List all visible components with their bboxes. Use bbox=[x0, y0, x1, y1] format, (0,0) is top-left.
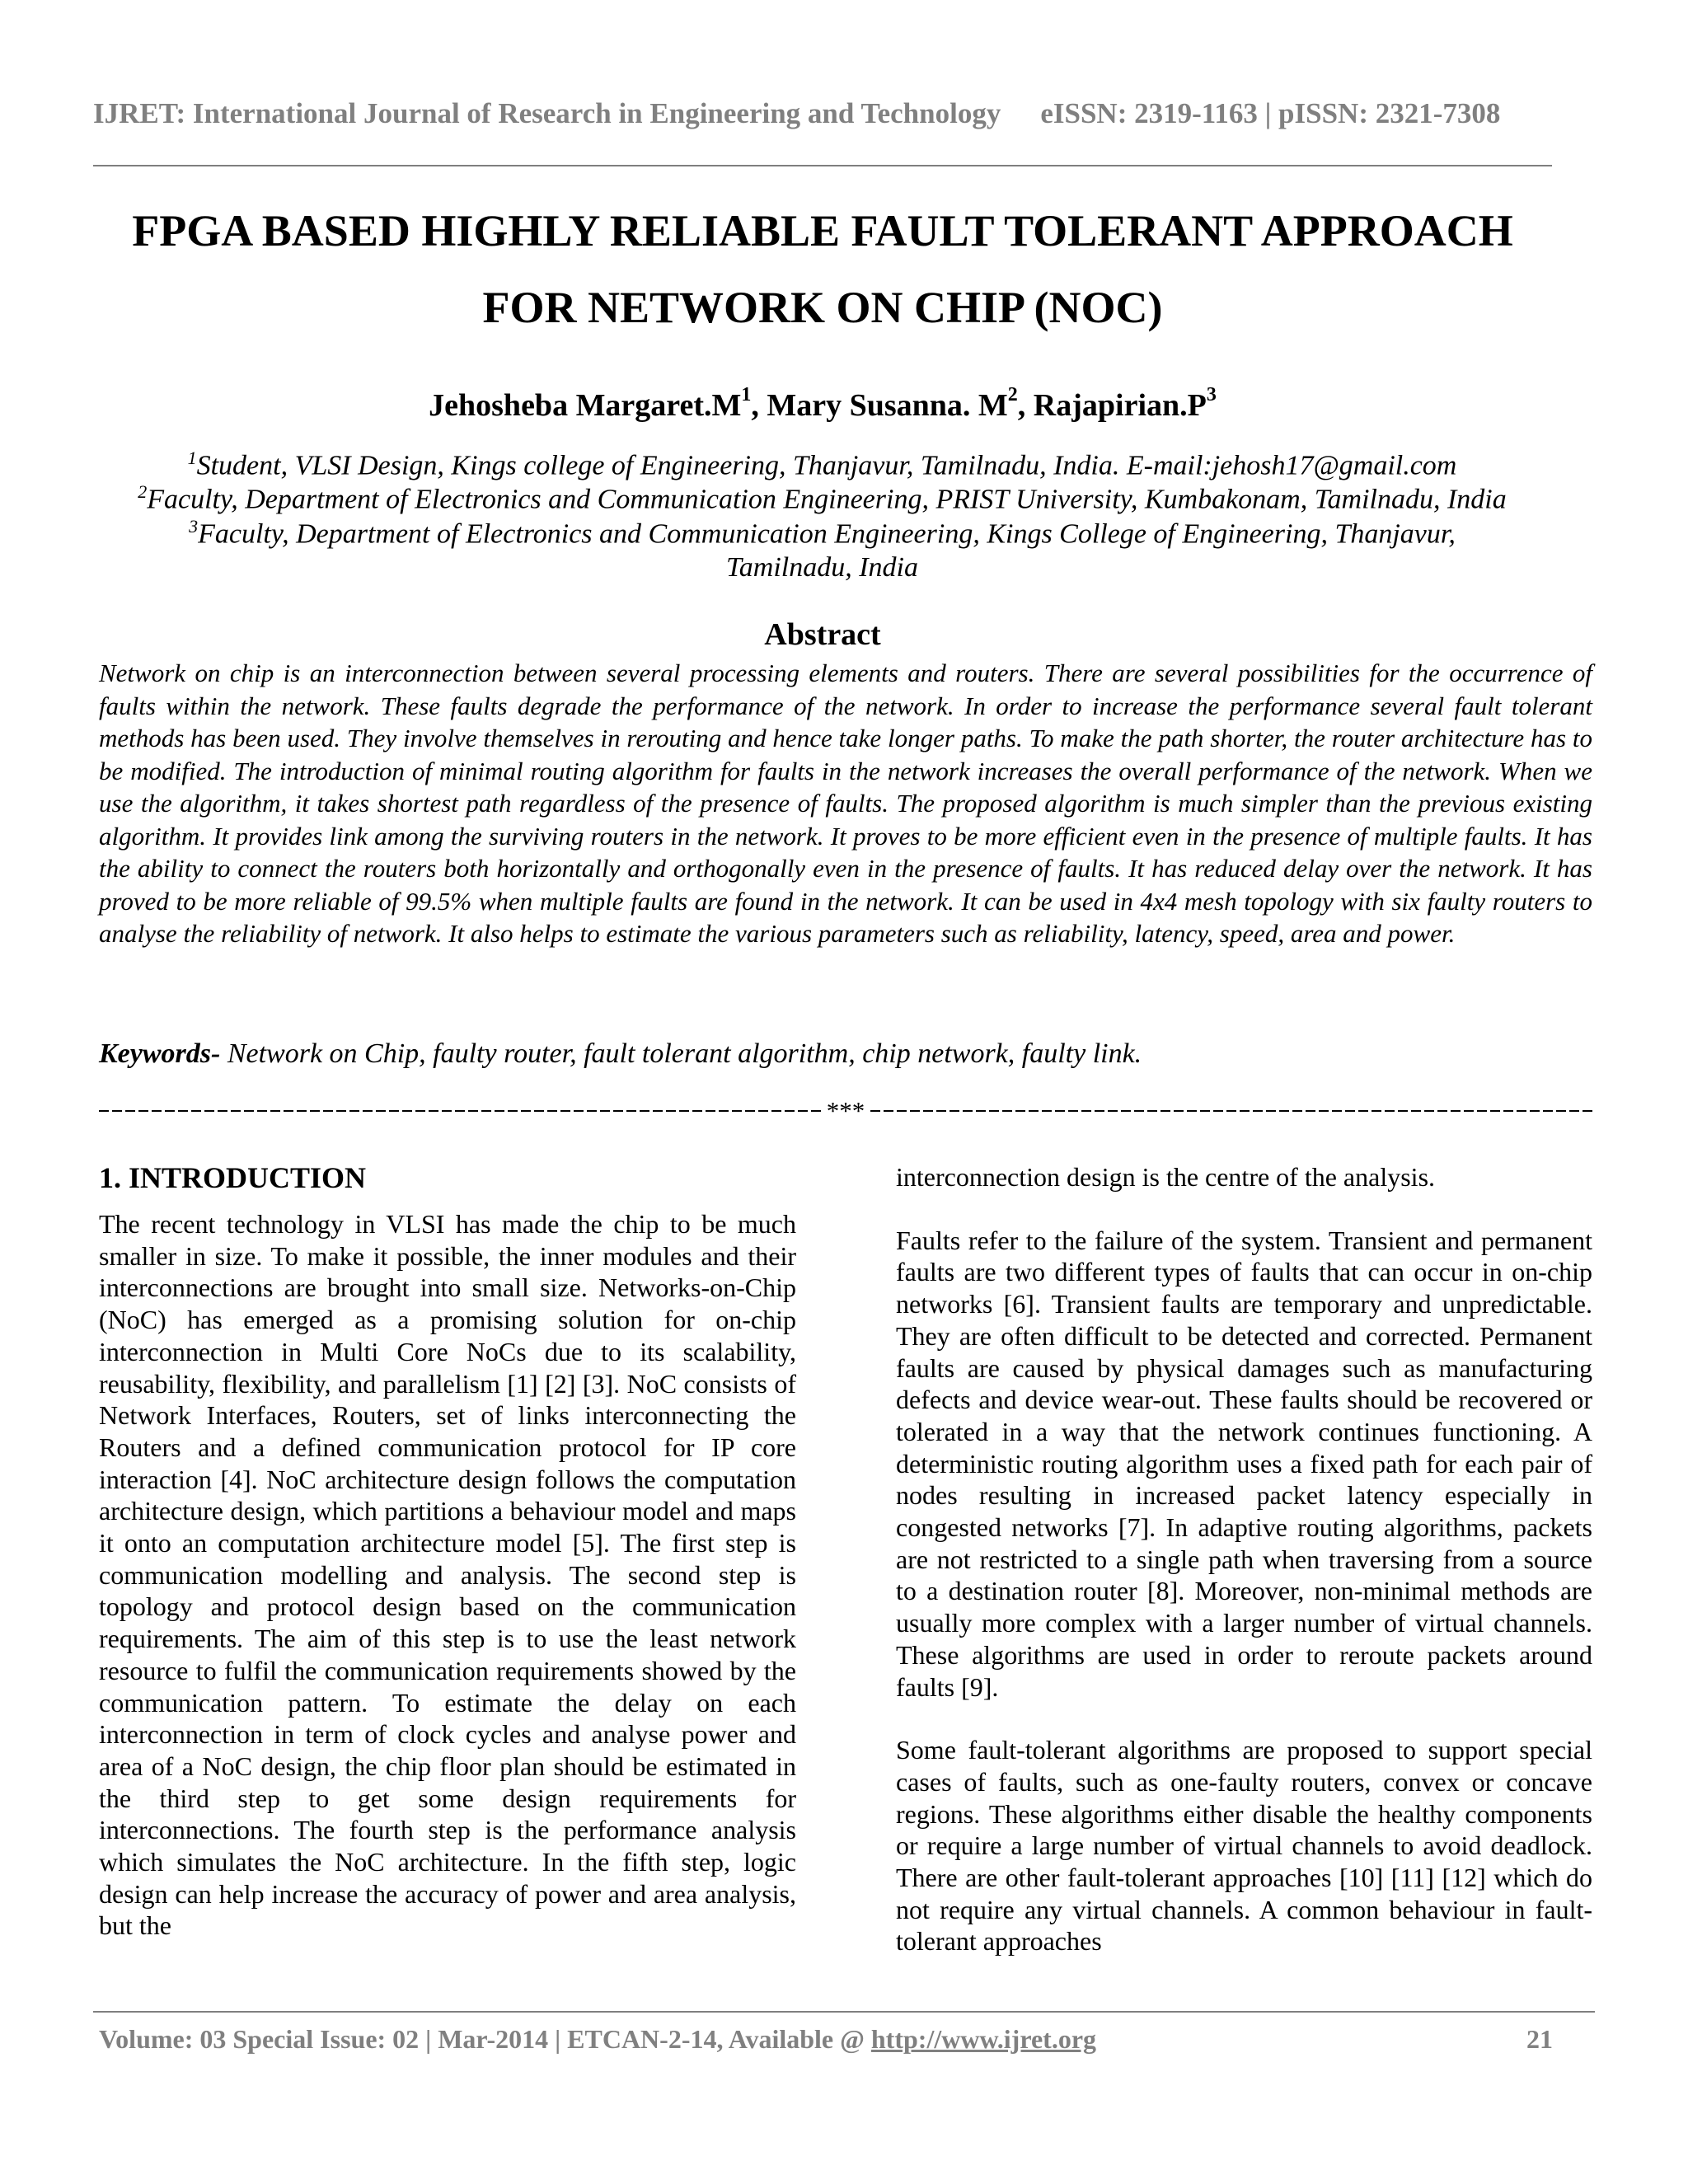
keywords-text: Network on Chip, faulty router, fault tolerant algorithm, chip network, faulty link. bbox=[220, 1038, 1142, 1069]
author-sup: 2 bbox=[1007, 384, 1018, 406]
affiliation-3-continued: Tamilnadu, India bbox=[725, 552, 918, 583]
header-rule bbox=[93, 165, 1552, 166]
separator-stars: *** bbox=[826, 1095, 865, 1125]
author-sup: 3 bbox=[1206, 384, 1217, 406]
paper-title-line-1: FPGA BASED HIGHLY RELIABLE FAULT TOLERANT APPROACH bbox=[132, 206, 1513, 255]
paragraph: Faults refer to the failure of the system. Transient and permanent faults are two different types of faults that can occur in on-chip networks [6]. Transient faults are temporary and unpredictable. They are often difficult to be detected and corrected. Permanent faults are caused by physical damages such as manufacturing defects and device wear-out. These faults should be recovered or tolerated in a way that the network continues functioning. A deterministic routing algorithm uses a fixed path for each pair of nodes resulting in increased packet latency especially in congested networks [7]. In adaptive routing algorithms, packets are not restricted to a single path when traversing from a source to a destination router [8]. Moreover, non-minimal methods are usually more complex with a larger number of virtual channels. These algorithms are used in order to reroute packets around faults [9]. bbox=[896, 1225, 1592, 1702]
left-column bbox=[99, 1208, 796, 1973]
page-number: 21 bbox=[1526, 2024, 1553, 2054]
footer-rule bbox=[93, 2011, 1595, 2013]
section-heading-introduction: 1. INTRODUCTION bbox=[99, 1161, 367, 1194]
affiliation-1: $^1$Student, VLSI Design, Kings college of Engineering, Thanjavur, Tamilnadu, India. E-mail:jehosh17@gmail.com bbox=[187, 448, 1457, 481]
running-header bbox=[93, 97, 1500, 130]
affiliation-2: $^2$Faculty, Department of Electronics and Communication Engineering, PRIST University, Kumbakonam, Tamilnadu, India bbox=[138, 481, 1507, 515]
journal-link[interactable]: http://www.ijret.org bbox=[870, 2024, 1097, 2054]
dash-rule-right bbox=[870, 1110, 1592, 1112]
keywords-label: Keywords- bbox=[99, 1038, 221, 1069]
author-sup: 1 bbox=[741, 384, 752, 406]
paragraph: interconnection design is the centre of the analysis. bbox=[896, 1162, 1436, 1192]
paragraph: The recent technology in VLSI has made the chip to be much smaller in size. To make it possible, the inner modules and their interconnections are brought into small size. Networks-on-Chip (NoC) has emerged as a promising solution for on-chip interconnection in Multi Core NoCs due to its scalability, reusability, flexibility, and parallelism [1] [2] [3]. NoC consists of Network Interfaces, Routers, set of links interconnecting the Routers and a defined communication protocol for IP core interaction [4]. NoC architecture design follows the computation architecture design, which partitions a behaviour model and maps it onto an computation architecture model [5]. The first step is communication modelling and analysis. The second step is topology and protocol design based on the communication requirements. The aim of this step is to use the least network resource to fulfil the communication requirements showed by the communication pattern. To estimate the delay on each interconnection in term of clock cycles and analyse power and area of a NoC design, the chip floor plan should be estimated in the third step to get some design requirements for interconnections. The fourth step is the performance analysis which simulates the NoC architecture. In the fifth step, logic design can help increase the accuracy of power and area analysis, but the bbox=[99, 1209, 796, 1941]
author-list: Jehosheba $Margaret.M^1$, Mary Susanna. $M^2$, $Rajapirian.P^3$ bbox=[429, 384, 1217, 423]
journal-name: IJRET: International Journal of Research in Engineering and Technology bbox=[93, 97, 1001, 129]
affiliation-3: $^3$Faculty, Department of Electronics and Communication Engineering, Kings College of Engineering, Thanjavur, bbox=[189, 516, 1456, 550]
abstract-text: Network on chip is an interconnection between several processing elements and routers. There are several possibilities for the occurrence of faults within the network. These faults degrade the performance of the network. In order to increase the performance several fault tolerant methods has been used. They involve themselves in rerouting and hence take longer paths. To make the path shorter, the router architecture has to be modified. The introduction of minimal routing algorithm for faults in the network increases the overall performance of the network. When we use the algorithm, it takes shortest path regardless of the presence of faults. The proposed algorithm is much simpler than the previous existing algorithm. It provides link among the surviving routers in the network. It proves to be more efficient even in the presence of multiple faults. It has the ability to connect the routers both horizontally and orthogonally even in the presence of faults. It has reduced delay over the network. It has proved to be more reliable of 99.5% when multiple faults are found in the network. It can be used in 4x4 mesh topology with six faulty routers to analyse the reliability of network. It also helps to estimate the various parameters such as reliability, latency, speed, area and power. bbox=[99, 658, 1592, 948]
paragraph: Some fault-tolerant algorithms are proposed to support special cases of faults, such as one-faulty routers, convex or concave regions. These algorithms either disable the healthy components or require a large number of virtual channels to avoid deadlock. There are other fault-tolerant approaches [10] [11] [12] which do not require any virtual channels. A common behaviour in fault-tolerant approaches bbox=[896, 1735, 1592, 1957]
paper-title-line-2: FOR NETWORK ON CHIP (NOC) bbox=[482, 283, 1163, 332]
right-column bbox=[896, 1161, 1592, 1989]
author-name: Mary Susanna. M bbox=[767, 388, 1008, 423]
issn-info: eISSN: 2319-1163 | pISSN: 2321-7308 bbox=[1040, 97, 1501, 129]
keywords bbox=[99, 1038, 1592, 1070]
abstract-heading: Abstract bbox=[764, 617, 881, 652]
author-name: Rajapirian.P bbox=[1033, 388, 1207, 423]
dash-rule-left bbox=[99, 1110, 821, 1112]
section-separator bbox=[99, 1094, 1592, 1126]
footer-info: Volume: 03 Special Issue: 02 | Mar-2014 | ETCAN-2-14, Available @ http://www.ijret.org bbox=[99, 2024, 1097, 2054]
author-name: Jehosheba Margaret.M bbox=[429, 388, 742, 423]
